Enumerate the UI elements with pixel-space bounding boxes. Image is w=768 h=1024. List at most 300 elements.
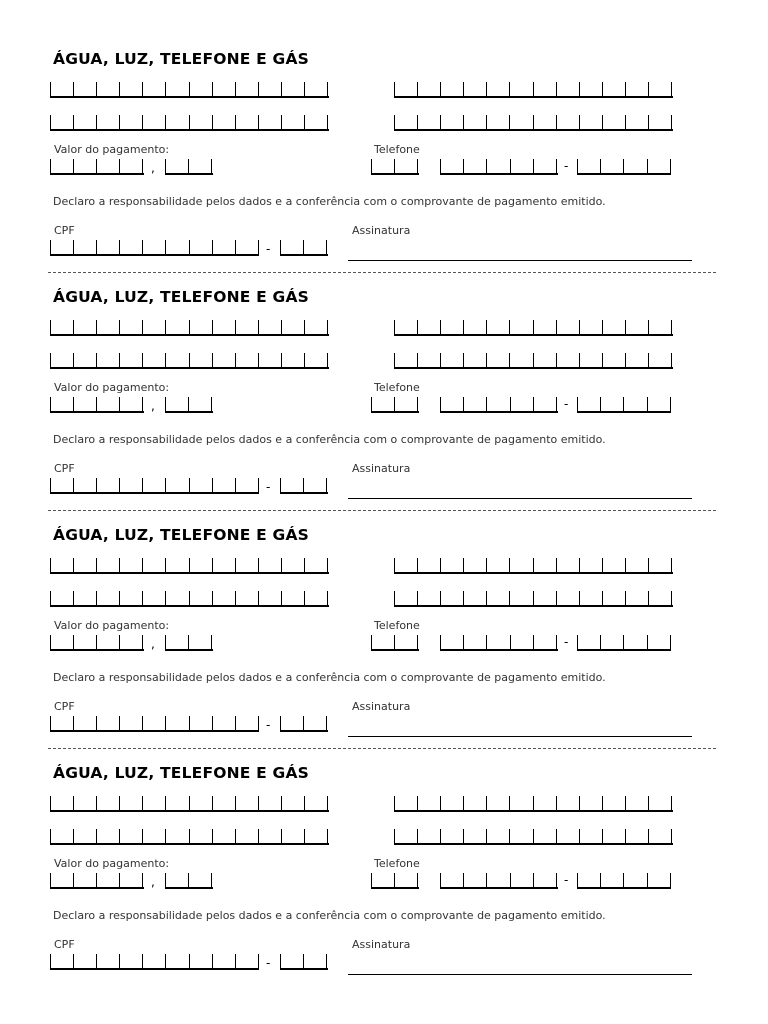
payment-value-integer[interactable] (50, 159, 144, 175)
digit-box[interactable] (236, 82, 259, 96)
digit-box[interactable] (166, 115, 189, 129)
digit-box[interactable] (236, 320, 259, 334)
digit-box[interactable] (487, 82, 510, 96)
digit-box[interactable] (120, 478, 143, 492)
digit-box[interactable] (282, 558, 305, 572)
digit-box[interactable] (143, 115, 166, 129)
digit-box[interactable] (282, 591, 305, 605)
digit-box[interactable] (395, 82, 418, 96)
digit-box[interactable] (418, 558, 441, 572)
digit-box[interactable] (626, 320, 649, 334)
payment-value-integer[interactable] (50, 635, 144, 651)
digit-box[interactable] (464, 320, 487, 334)
digit-box[interactable] (166, 591, 189, 605)
digit-box[interactable] (487, 159, 510, 173)
digit-box[interactable] (626, 82, 649, 96)
digit-box[interactable] (259, 558, 282, 572)
digit-box[interactable] (557, 353, 580, 367)
digit-box[interactable] (97, 240, 120, 254)
digit-box[interactable] (510, 320, 533, 334)
digit-box[interactable] (190, 796, 213, 810)
digit-box[interactable] (395, 320, 418, 334)
phone-area-code[interactable] (371, 873, 419, 889)
digit-box[interactable] (626, 591, 649, 605)
digit-box[interactable] (74, 954, 97, 968)
digit-box[interactable] (190, 478, 213, 492)
digit-box[interactable] (649, 591, 672, 605)
digit-box[interactable] (282, 829, 305, 843)
signature-line[interactable] (348, 498, 692, 499)
digit-box[interactable] (601, 397, 624, 411)
digit-box[interactable] (464, 873, 487, 887)
digit-box[interactable] (189, 635, 212, 649)
digit-box[interactable] (143, 716, 166, 730)
digit-box[interactable] (189, 873, 212, 887)
digit-box[interactable] (601, 159, 624, 173)
digit-box[interactable] (534, 397, 557, 411)
digit-box[interactable] (97, 591, 120, 605)
digit-box[interactable] (648, 873, 671, 887)
digit-box[interactable] (418, 591, 441, 605)
payment-value-cents[interactable] (165, 397, 213, 413)
digit-box[interactable] (580, 320, 603, 334)
digit-box[interactable] (557, 82, 580, 96)
digit-box[interactable] (190, 115, 213, 129)
digit-box[interactable] (143, 954, 166, 968)
cpf-check-digits[interactable] (280, 716, 328, 732)
digit-box[interactable] (120, 159, 143, 173)
digit-box[interactable] (441, 353, 464, 367)
digit-box[interactable] (395, 591, 418, 605)
digit-box[interactable] (120, 353, 143, 367)
digit-box[interactable] (143, 240, 166, 254)
digit-box[interactable] (281, 954, 304, 968)
digit-box[interactable] (603, 591, 626, 605)
barcode-field-left-2[interactable] (50, 591, 329, 607)
signature-line[interactable] (348, 974, 692, 975)
digit-box[interactable] (534, 873, 557, 887)
digit-box[interactable] (143, 829, 166, 843)
digit-box[interactable] (626, 796, 649, 810)
digit-box[interactable] (580, 115, 603, 129)
digit-box[interactable] (74, 82, 97, 96)
digit-box[interactable] (213, 115, 236, 129)
digit-box[interactable] (464, 82, 487, 96)
digit-box[interactable] (487, 635, 510, 649)
digit-box[interactable] (97, 159, 120, 173)
digit-box[interactable] (441, 635, 464, 649)
digit-box[interactable] (464, 829, 487, 843)
digit-box[interactable] (305, 796, 328, 810)
digit-box[interactable] (97, 397, 120, 411)
digit-box[interactable] (580, 82, 603, 96)
digit-box[interactable] (120, 716, 143, 730)
digit-box[interactable] (441, 115, 464, 129)
digit-box[interactable] (441, 796, 464, 810)
digit-box[interactable] (120, 115, 143, 129)
barcode-field-right-1[interactable] (394, 796, 673, 812)
digit-box[interactable] (282, 82, 305, 96)
digit-box[interactable] (282, 115, 305, 129)
digit-box[interactable] (624, 635, 647, 649)
phone-prefix[interactable] (440, 873, 558, 889)
digit-box[interactable] (51, 558, 74, 572)
digit-box[interactable] (510, 115, 533, 129)
digit-box[interactable] (51, 591, 74, 605)
digit-box[interactable] (213, 320, 236, 334)
digit-box[interactable] (557, 796, 580, 810)
digit-box[interactable] (304, 716, 327, 730)
digit-box[interactable] (510, 796, 533, 810)
digit-box[interactable] (51, 320, 74, 334)
digit-box[interactable] (304, 478, 327, 492)
digit-box[interactable] (510, 353, 533, 367)
digit-box[interactable] (441, 558, 464, 572)
digit-box[interactable] (189, 159, 212, 173)
digit-box[interactable] (305, 320, 328, 334)
digit-box[interactable] (97, 478, 120, 492)
barcode-field-left-1[interactable] (50, 558, 329, 574)
digit-box[interactable] (510, 82, 533, 96)
digit-box[interactable] (464, 796, 487, 810)
payment-value-integer[interactable] (50, 397, 144, 413)
payment-value-integer[interactable] (50, 873, 144, 889)
digit-box[interactable] (649, 320, 672, 334)
digit-box[interactable] (74, 591, 97, 605)
digit-box[interactable] (511, 159, 534, 173)
digit-box[interactable] (557, 320, 580, 334)
digit-box[interactable] (166, 873, 189, 887)
digit-box[interactable] (649, 829, 672, 843)
digit-box[interactable] (580, 796, 603, 810)
digit-box[interactable] (487, 320, 510, 334)
digit-box[interactable] (51, 716, 74, 730)
digit-box[interactable] (74, 829, 97, 843)
digit-box[interactable] (166, 478, 189, 492)
digit-box[interactable] (305, 82, 328, 96)
digit-box[interactable] (418, 796, 441, 810)
digit-box[interactable] (259, 320, 282, 334)
digit-box[interactable] (51, 353, 74, 367)
payment-value-cents[interactable] (165, 873, 213, 889)
digit-box[interactable] (395, 397, 418, 411)
digit-box[interactable] (166, 159, 189, 173)
digit-box[interactable] (395, 829, 418, 843)
digit-box[interactable] (305, 353, 328, 367)
digit-box[interactable] (190, 558, 213, 572)
digit-box[interactable] (97, 796, 120, 810)
digit-box[interactable] (190, 829, 213, 843)
digit-box[interactable] (51, 829, 74, 843)
digit-box[interactable] (487, 397, 510, 411)
digit-box[interactable] (51, 397, 74, 411)
digit-box[interactable] (166, 353, 189, 367)
digit-box[interactable] (534, 796, 557, 810)
digit-box[interactable] (511, 397, 534, 411)
digit-box[interactable] (166, 796, 189, 810)
digit-box[interactable] (441, 873, 464, 887)
digit-box[interactable] (120, 320, 143, 334)
digit-box[interactable] (120, 796, 143, 810)
digit-box[interactable] (580, 558, 603, 572)
digit-box[interactable] (236, 115, 259, 129)
digit-box[interactable] (259, 591, 282, 605)
digit-box[interactable] (120, 240, 143, 254)
digit-box[interactable] (97, 320, 120, 334)
digit-box[interactable] (120, 397, 143, 411)
phone-suffix[interactable] (577, 873, 671, 889)
digit-box[interactable] (487, 796, 510, 810)
digit-box[interactable] (441, 829, 464, 843)
digit-box[interactable] (580, 829, 603, 843)
digit-box[interactable] (74, 115, 97, 129)
digit-box[interactable] (395, 115, 418, 129)
digit-box[interactable] (213, 353, 236, 367)
signature-line[interactable] (348, 736, 692, 737)
digit-box[interactable] (259, 115, 282, 129)
barcode-field-right-2[interactable] (394, 115, 673, 131)
digit-box[interactable] (97, 873, 120, 887)
digit-box[interactable] (51, 82, 74, 96)
phone-area-code[interactable] (371, 159, 419, 175)
digit-box[interactable] (74, 635, 97, 649)
digit-box[interactable] (166, 954, 189, 968)
digit-box[interactable] (236, 796, 259, 810)
barcode-field-left-1[interactable] (50, 82, 329, 98)
digit-box[interactable] (534, 635, 557, 649)
digit-box[interactable] (213, 240, 236, 254)
cpf-check-digits[interactable] (280, 240, 328, 256)
barcode-field-right-1[interactable] (394, 82, 673, 98)
digit-box[interactable] (624, 159, 647, 173)
digit-box[interactable] (441, 159, 464, 173)
barcode-field-right-2[interactable] (394, 353, 673, 369)
digit-box[interactable] (649, 115, 672, 129)
digit-box[interactable] (74, 397, 97, 411)
digit-box[interactable] (97, 716, 120, 730)
digit-box[interactable] (557, 591, 580, 605)
barcode-field-right-1[interactable] (394, 320, 673, 336)
digit-box[interactable] (649, 558, 672, 572)
digit-box[interactable] (511, 873, 534, 887)
digit-box[interactable] (213, 558, 236, 572)
digit-box[interactable] (305, 829, 328, 843)
phone-area-code[interactable] (371, 397, 419, 413)
digit-box[interactable] (236, 353, 259, 367)
digit-box[interactable] (578, 397, 601, 411)
digit-box[interactable] (557, 829, 580, 843)
digit-box[interactable] (534, 591, 557, 605)
barcode-field-left-2[interactable] (50, 829, 329, 845)
digit-box[interactable] (464, 397, 487, 411)
digit-box[interactable] (213, 829, 236, 843)
digit-box[interactable] (603, 796, 626, 810)
digit-box[interactable] (190, 954, 213, 968)
digit-box[interactable] (601, 873, 624, 887)
digit-box[interactable] (97, 954, 120, 968)
digit-box[interactable] (143, 82, 166, 96)
digit-box[interactable] (166, 240, 189, 254)
digit-box[interactable] (441, 591, 464, 605)
digit-box[interactable] (236, 478, 259, 492)
digit-box[interactable] (395, 353, 418, 367)
barcode-field-left-1[interactable] (50, 796, 329, 812)
cpf-field[interactable] (50, 478, 259, 494)
digit-box[interactable] (510, 829, 533, 843)
digit-box[interactable] (395, 558, 418, 572)
digit-box[interactable] (464, 159, 487, 173)
digit-box[interactable] (97, 829, 120, 843)
digit-box[interactable] (395, 873, 418, 887)
digit-box[interactable] (626, 115, 649, 129)
digit-box[interactable] (120, 873, 143, 887)
digit-box[interactable] (487, 829, 510, 843)
digit-box[interactable] (557, 115, 580, 129)
digit-box[interactable] (143, 558, 166, 572)
payment-value-cents[interactable] (165, 635, 213, 651)
digit-box[interactable] (120, 82, 143, 96)
digit-box[interactable] (74, 558, 97, 572)
digit-box[interactable] (578, 873, 601, 887)
digit-box[interactable] (259, 829, 282, 843)
digit-box[interactable] (259, 353, 282, 367)
digit-box[interactable] (236, 716, 259, 730)
barcode-field-left-1[interactable] (50, 320, 329, 336)
phone-suffix[interactable] (577, 635, 671, 651)
digit-box[interactable] (603, 115, 626, 129)
phone-suffix[interactable] (577, 159, 671, 175)
digit-box[interactable] (51, 159, 74, 173)
digit-box[interactable] (487, 115, 510, 129)
digit-box[interactable] (372, 635, 395, 649)
digit-box[interactable] (282, 353, 305, 367)
digit-box[interactable] (603, 353, 626, 367)
digit-box[interactable] (441, 320, 464, 334)
digit-box[interactable] (601, 635, 624, 649)
phone-prefix[interactable] (440, 397, 558, 413)
digit-box[interactable] (626, 353, 649, 367)
digit-box[interactable] (649, 82, 672, 96)
signature-line[interactable] (348, 260, 692, 261)
digit-box[interactable] (74, 716, 97, 730)
digit-box[interactable] (510, 558, 533, 572)
digit-box[interactable] (534, 115, 557, 129)
digit-box[interactable] (143, 796, 166, 810)
digit-box[interactable] (166, 829, 189, 843)
digit-box[interactable] (120, 635, 143, 649)
digit-box[interactable] (534, 558, 557, 572)
digit-box[interactable] (190, 716, 213, 730)
digit-box[interactable] (166, 635, 189, 649)
digit-box[interactable] (259, 82, 282, 96)
digit-box[interactable] (372, 397, 395, 411)
digit-box[interactable] (305, 115, 328, 129)
barcode-field-left-2[interactable] (50, 353, 329, 369)
digit-box[interactable] (74, 478, 97, 492)
digit-box[interactable] (236, 558, 259, 572)
digit-box[interactable] (649, 353, 672, 367)
digit-box[interactable] (534, 82, 557, 96)
digit-box[interactable] (648, 397, 671, 411)
digit-box[interactable] (143, 320, 166, 334)
digit-box[interactable] (120, 558, 143, 572)
digit-box[interactable] (143, 353, 166, 367)
digit-box[interactable] (190, 320, 213, 334)
digit-box[interactable] (395, 796, 418, 810)
digit-box[interactable] (74, 353, 97, 367)
barcode-field-right-2[interactable] (394, 591, 673, 607)
digit-box[interactable] (213, 478, 236, 492)
digit-box[interactable] (236, 954, 259, 968)
digit-box[interactable] (74, 873, 97, 887)
digit-box[interactable] (97, 635, 120, 649)
digit-box[interactable] (372, 159, 395, 173)
digit-box[interactable] (487, 558, 510, 572)
cpf-field[interactable] (50, 240, 259, 256)
digit-box[interactable] (418, 115, 441, 129)
cpf-field[interactable] (50, 716, 259, 732)
digit-box[interactable] (418, 353, 441, 367)
digit-box[interactable] (143, 478, 166, 492)
digit-box[interactable] (603, 82, 626, 96)
digit-box[interactable] (51, 954, 74, 968)
digit-box[interactable] (578, 159, 601, 173)
digit-box[interactable] (213, 796, 236, 810)
digit-box[interactable] (648, 635, 671, 649)
digit-box[interactable] (143, 591, 166, 605)
digit-box[interactable] (626, 829, 649, 843)
digit-box[interactable] (259, 796, 282, 810)
digit-box[interactable] (51, 115, 74, 129)
digit-box[interactable] (236, 829, 259, 843)
digit-box[interactable] (534, 829, 557, 843)
digit-box[interactable] (511, 635, 534, 649)
digit-box[interactable] (580, 591, 603, 605)
digit-box[interactable] (213, 591, 236, 605)
digit-box[interactable] (510, 591, 533, 605)
digit-box[interactable] (166, 82, 189, 96)
digit-box[interactable] (464, 635, 487, 649)
digit-box[interactable] (534, 353, 557, 367)
digit-box[interactable] (281, 240, 304, 254)
cpf-check-digits[interactable] (280, 954, 328, 970)
cpf-field[interactable] (50, 954, 259, 970)
payment-value-cents[interactable] (165, 159, 213, 175)
digit-box[interactable] (305, 591, 328, 605)
digit-box[interactable] (166, 397, 189, 411)
cpf-check-digits[interactable] (280, 478, 328, 494)
digit-box[interactable] (418, 320, 441, 334)
digit-box[interactable] (97, 558, 120, 572)
digit-box[interactable] (557, 558, 580, 572)
digit-box[interactable] (74, 320, 97, 334)
digit-box[interactable] (236, 240, 259, 254)
digit-box[interactable] (578, 635, 601, 649)
digit-box[interactable] (603, 829, 626, 843)
digit-box[interactable] (487, 353, 510, 367)
digit-box[interactable] (120, 591, 143, 605)
barcode-field-left-2[interactable] (50, 115, 329, 131)
digit-box[interactable] (395, 635, 418, 649)
digit-box[interactable] (51, 240, 74, 254)
digit-box[interactable] (305, 558, 328, 572)
digit-box[interactable] (74, 796, 97, 810)
digit-box[interactable] (166, 558, 189, 572)
digit-box[interactable] (213, 82, 236, 96)
digit-box[interactable] (441, 82, 464, 96)
digit-box[interactable] (534, 320, 557, 334)
digit-box[interactable] (441, 397, 464, 411)
